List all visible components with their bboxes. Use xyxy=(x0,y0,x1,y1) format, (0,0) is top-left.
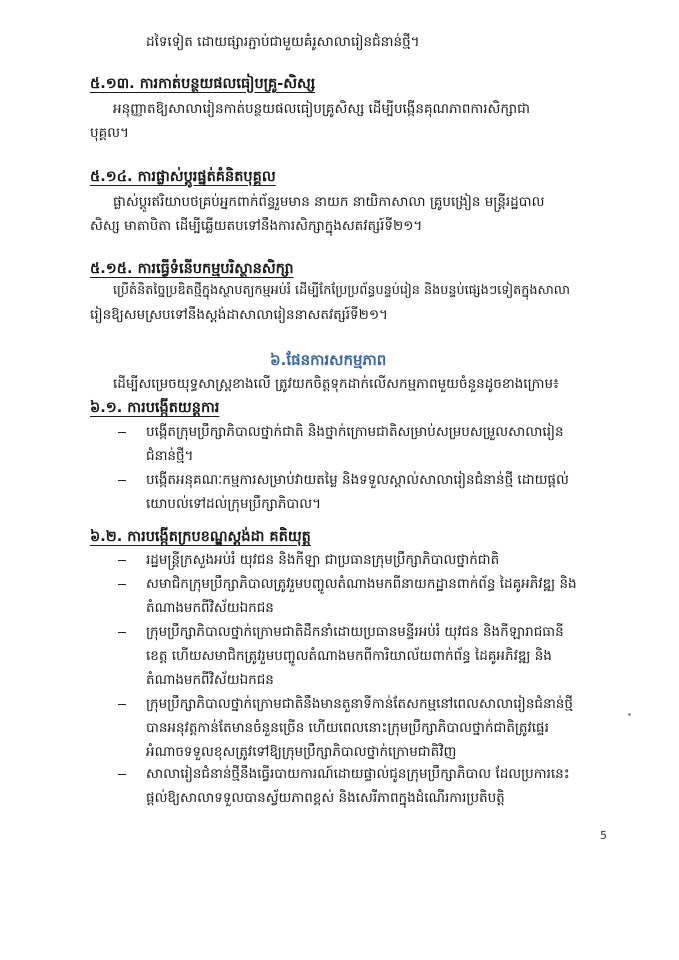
bullet-dash xyxy=(118,432,126,433)
paragraph-5-13-line1: អនុញ្ញាតឱ្យសាលារៀនកាត់បន្ថយផលធៀបគ្រូសិស្ស ដើម្បីបង្កើនគុណភាពការសិក្សាជា xyxy=(113,101,530,117)
list-item-6-2-2-line1: សមាជិកក្រុមប្រឹក្សាភិបាលត្រូវរួមបញ្ចូលតំណាងមកពីនាយកដ្ឋានពាក់ព័ន្ធ ដៃគូអភិវឌ្ឍ និង xyxy=(146,576,577,592)
heading-5-14: ៥.១៤. ការផ្លាស់ប្តូរផ្នត់គំនិតបុគ្គល xyxy=(90,169,276,185)
chapter-title: ៦.ផែនការសកម្មភាព xyxy=(270,351,387,369)
list-item-6-1-2-line1: បង្កើតអនុគណៈកម្មការសម្រាប់វាយតម្លៃ និងទទួលស្គាល់សាលារៀនជំនាន់ថ្មី ដោយផ្តល់ xyxy=(146,472,569,488)
paragraph-5-13-line2: បុគ្គល។ xyxy=(90,125,129,141)
list-item-6-1-1-line1: បង្កើតក្រុមប្រឹក្សាភិបាលថ្នាក់ជាតិ និងថ្នាក់ក្រោមជាតិសម្រាប់សម្របសម្រួលសាលារៀន xyxy=(146,424,564,440)
scan-speck xyxy=(628,713,631,716)
chapter-intro: ដើម្បីសម្រេចយុទ្ធសាស្ត្រខាងលើ ត្រូវយកចិត្តទុកដាក់លើសកម្មភាពមួយចំនួនដូចខាងក្រោម៖ xyxy=(113,376,559,392)
list-item-6-2-2-line2: តំណាងមកពីវិស័យឯកជន xyxy=(146,600,274,616)
heading-5-13: ៥.១៣. ការកាត់បន្ថយផលធៀបគ្រូ-សិស្ស xyxy=(90,76,316,92)
bullet-dash xyxy=(118,632,126,633)
list-item-6-1-1-line2: ជំនាន់ថ្មី។ xyxy=(146,448,194,464)
intro-line: ដទៃទៀត ដោយផ្សារភ្ជាប់ជាមួយគំរូសាលារៀនជំនាន់ថ្មី។ xyxy=(146,34,420,50)
list-item-6-2-4-line2: បានអនុវត្តកាន់តែមានចំនួនច្រើន ហើយពេលនោះក្រុមប្រឹក្សាភិបាលថ្នាក់ជាតិត្រូវផ្ទេរ xyxy=(146,720,549,736)
list-item-6-2-4-line1: ក្រុមប្រឹក្សាភិបាលថ្នាក់ក្រោមជាតិនឹងមានតួនាទីកាន់តែសកម្មនៅពេលសាលារៀនជំនាន់ថ្មី xyxy=(146,696,573,712)
bullet-dash xyxy=(118,584,126,585)
list-item-6-2-4-line3: អំណាចទទួលខុសត្រូវទៅឱ្យក្រុមប្រឹក្សាភិបាលថ្នាក់ក្រោមជាតិវិញ xyxy=(146,744,457,760)
list-item-6-2-5-line2: ផ្តល់ឱ្យសាលាទទួលបានស្វ័យភាពខ្ពស់ និងសេរីភាពក្នុងដំណើរការប្រតិបត្តិ xyxy=(146,790,505,806)
paragraph-5-14-line2: សិស្ស មាតាបិតា ដើម្បីឆ្លើយតបទៅនឹងការសិក្សាក្នុងសតវត្សរ៍ទី២១។ xyxy=(90,218,423,234)
bullet-dash xyxy=(118,480,126,481)
paragraph-5-14-line1: ផ្លាស់ប្តូរឥរិយាបថគ្រប់អ្នកពាក់ព័ន្ធរួមមាន នាយក នាយិកាសាលា គ្រូបង្រៀន មន្ត្រីរដ្ឋបាល xyxy=(113,194,545,210)
list-item-6-2-3-line3: តំណាងមកពីវិស័យឯកជន xyxy=(146,672,274,688)
list-item-6-2-3-line1: ក្រុមប្រឹក្សាភិបាលថ្នាក់ក្រោមជាតិដឹកនាំដោយប្រធានមន្ទីរអប់រំ យុវជន និងកីឡារាជធានី xyxy=(146,624,564,640)
paragraph-5-15-line2: រៀនឱ្យសមស្របទៅនឹងស្តង់ដាសាលារៀននាសតវត្សរ៍ទី២១។ xyxy=(90,307,388,323)
heading-6-1: ៦.១. ការបង្កើតយន្តការ xyxy=(90,400,220,416)
bullet-dash xyxy=(118,774,126,775)
bullet-dash xyxy=(118,704,126,705)
list-item-6-1-2-line2: យោបល់ទៅដល់ក្រុមប្រឹក្សាភិបាល។ xyxy=(146,496,322,512)
list-item-6-2-5-line1: សាលារៀនជំនាន់ថ្មីនឹងធ្វើរបាយការណ៍ដោយផ្ទាល់ជូនក្រុមប្រឹក្សាភិបាល ដែលប្រការនេះ xyxy=(146,766,570,782)
list-item-6-2-1-line1: រដ្ឋមន្ត្រីក្រសួងអប់រំ យុវជន និងកីឡា ជាប្រធានក្រុមប្រឹក្សាភិបាលថ្នាក់ជាតិ xyxy=(146,552,500,568)
list-item-6-2-3-line2: ខេត្ត ហើយសមាជិកត្រូវរួមបញ្ចូលតំណាងមកពីការិយាល័យពាក់ព័ន្ធ ដៃគូអភិវឌ្ឍ និង xyxy=(146,648,552,664)
page-number: 5 xyxy=(600,829,607,842)
heading-6-2: ៦.២. ការបង្កើតក្របខណ្ឌស្តង់ដា គតិយុត្ត xyxy=(90,529,311,545)
paragraph-5-15-line1: ប្រើតំនិតច្នៃប្រឌិតថ្មីក្នុងស្ថាបត្យកម្មអប់រំ ដើម្បីកែប្រែប្រព័ន្ធបន្ទប់រៀន និងបន្ទប់ផ្សេងៗទៀតក្នុងសាលា xyxy=(113,283,571,298)
bullet-dash xyxy=(118,560,126,561)
heading-5-15: ៥.១៥. ការធ្វើទំនើបកម្មបរិស្ថានសិក្សា xyxy=(90,261,294,277)
